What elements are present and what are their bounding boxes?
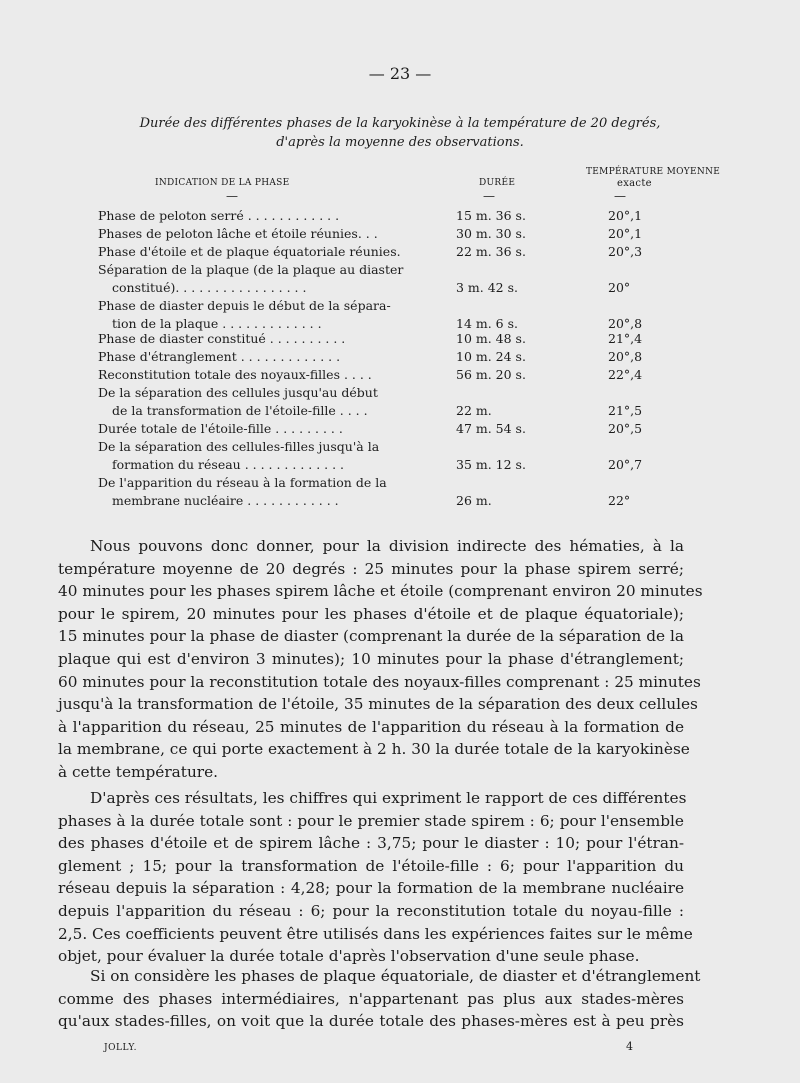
phase-duration: 14 m. 6 s.: [456, 316, 518, 331]
paragraph: [58, 535, 703, 784]
paragraph-line: jusqu'à la transformation de l'étoile, 35 minutes de la séparation des deux cellules: [58, 695, 698, 714]
phase-duration: 10 m. 24 s.: [456, 349, 526, 364]
phase-temperature: 22°: [608, 493, 631, 508]
phase-label: [98, 384, 408, 420]
phase-label-line: membrane nucléaire . . . . . . . . . . . .: [112, 493, 339, 508]
phase-temperature: 20°: [608, 280, 631, 295]
phase-duration: 30 m. 30 s.: [456, 226, 526, 241]
phase-temperature: 20°,1: [608, 226, 643, 241]
phase-label: [98, 420, 408, 438]
phase-duration: 26 m.: [456, 493, 492, 508]
paragraph-line: à l'apparition du réseau, 25 minutes de l'apparition du réseau à la formation de: [58, 717, 684, 736]
paragraph-line: plaque qui est d'environ 3 minutes); 10 minutes pour la phase d'étranglement;: [58, 649, 684, 668]
phase-duration: 15 m. 36 s.: [456, 208, 526, 223]
phase-label-line: De l'apparition du réseau à la formation de la: [98, 475, 387, 490]
phase-temperature: 22°,4: [608, 367, 643, 382]
caption-line-2: d'après la moyenne des observations.: [276, 135, 524, 150]
paragraph-line: Si on considère les phases de plaque équatoriale, de diaster et d'étranglement: [90, 967, 701, 985]
caption-line-1: Durée des différentes phases de la karyokinèse à la température de 20 degrés,: [139, 116, 661, 131]
paragraph-line: réseau depuis la séparation : 4,28; pour la formation de la membrane nucléaire: [58, 879, 684, 898]
phase-label: [98, 474, 408, 510]
phase-label: [98, 348, 408, 366]
phase-label-line: tion de la plaque . . . . . . . . . . . . .: [112, 316, 322, 331]
header-dash: —: [614, 189, 626, 203]
paragraph-line: Nous pouvons donc donner, pour la division indirecte des hématies, à la: [90, 537, 684, 555]
phase-temperature: 21°,4: [608, 331, 643, 346]
phase-duration: 35 m. 12 s.: [456, 457, 526, 472]
footer-signature: JOLLY.: [104, 1043, 138, 1053]
phase-duration: 56 m. 20 s.: [456, 367, 526, 382]
footer-sheet-number: 4: [626, 1040, 633, 1053]
paragraph-line: température moyenne de 20 degrés : 25 minutes pour la phase spirem serré;: [58, 559, 684, 578]
header-temperature-exacte: exacte: [617, 178, 652, 189]
paragraph-line: comme des phases intermédiaires, n'appartenant pas plus aux stades-mères: [58, 989, 684, 1008]
paragraph-line: 40 minutes pour les phases spirem lâche et étoile (comprenant environ 20 minutes: [58, 582, 703, 601]
paragraph-line: glement ; 15; pour la transformation de l'étoile-fille : 6; pour l'apparition du: [58, 856, 684, 875]
phase-label: [98, 225, 408, 243]
phase-label: [98, 297, 408, 333]
phase-temperature: 20°,8: [608, 316, 643, 331]
phase-label: [98, 366, 408, 384]
phase-duration: 47 m. 54 s.: [456, 421, 526, 436]
phase-temperature: 20°,7: [608, 457, 643, 472]
phase-temperature: 20°,5: [608, 421, 643, 436]
phase-label-line: Séparation de la plaque (de la plaque au diaster: [98, 262, 404, 277]
phase-duration: 10 m. 48 s.: [456, 331, 526, 346]
paragraph-line: 2,5. Ces coefficients peuvent être utilisés dans les expériences faites sur le même: [58, 924, 693, 943]
paragraph-line: des phases d'étoile et de spirem lâche : 3,75; pour le diaster : 10; pour l'étran-: [58, 834, 684, 853]
phase-label: [98, 438, 408, 474]
header-temperature: TEMPÉRATURE MOYENNE: [586, 167, 721, 177]
paragraph-line: 60 minutes pour la reconstitution totale des noyaux-filles comprenant : 25 minutes: [58, 672, 701, 691]
phase-label-line: Phase de peloton serré . . . . . . . . . . . .: [98, 208, 340, 223]
paragraph-line: qu'aux stades-filles, on voit que la durée totale des phases-mères est à peu près: [58, 1012, 684, 1031]
paragraph-line: à cette température.: [58, 762, 219, 781]
phase-label-line: Phase d'étranglement . . . . . . . . . . . . .: [98, 349, 341, 364]
phase-temperature: 21°,5: [608, 403, 643, 418]
phase-label-line: De la séparation des cellules jusqu'au début: [98, 385, 378, 400]
phase-label: [98, 261, 408, 297]
paragraph-line: 15 minutes pour la phase de diaster (comprenant la durée de la séparation de la: [58, 627, 684, 646]
phase-label-line: Phase de diaster constitué . . . . . . . . . .: [98, 331, 346, 346]
header-dash: —: [226, 189, 238, 203]
phase-label-line: De la séparation des cellules-filles jusqu'à la: [98, 439, 380, 454]
header-duree: DURÉE: [479, 178, 516, 188]
phase-label: [98, 207, 408, 225]
table-caption: [60, 114, 740, 152]
phase-duration: 22 m. 36 s.: [456, 244, 526, 259]
phase-label-line: Reconstitution totale des noyaux-filles . . . .: [98, 367, 372, 382]
paragraph-line: phases à la durée totale sont : pour le premier stade spirem : 6; pour l'ensemble: [58, 811, 684, 830]
phase-duration: 22 m.: [456, 403, 492, 418]
phase-duration: 3 m. 42 s.: [456, 280, 518, 295]
phase-label-line: Phases de peloton lâche et étoile réunies. . .: [98, 226, 378, 241]
phase-label-line: Phase de diaster depuis le début de la sépara-: [98, 298, 391, 313]
header-indication: INDICATION DE LA PHASE: [155, 178, 290, 188]
phase-label-line: de la transformation de l'étoile-fille . . . .: [112, 403, 368, 418]
phase-label-line: Phase d'étoile et de plaque équatoriale réunies.: [98, 244, 401, 259]
paragraph-line: pour le spirem, 20 minutes pour les phases d'étoile et de plaque équatoriale);: [58, 604, 684, 623]
phase-temperature: 20°,1: [608, 208, 643, 223]
paragraph: [58, 787, 693, 968]
paragraph: [58, 965, 701, 1033]
phase-temperature: 20°,3: [608, 244, 643, 259]
phase-label: [98, 330, 408, 348]
phase-label-line: formation du réseau . . . . . . . . . . . . .: [112, 457, 345, 472]
page-number: — 23 —: [368, 64, 432, 83]
paragraph-line: objet, pour évaluer la durée totale d'après l'observation d'une seule phase.: [58, 947, 640, 966]
paragraph-line: D'après ces résultats, les chiffres qui expriment le rapport de ces différentes: [90, 789, 687, 807]
paragraph-line: la membrane, ce qui porte exactement à 2 h. 30 la durée totale de la karyokinèse: [58, 740, 690, 759]
phase-temperature: 20°,8: [608, 349, 643, 364]
paragraph-line: depuis l'apparition du réseau : 6; pour la reconstitution totale du noyau-fille :: [58, 901, 684, 920]
phase-label: [98, 243, 408, 261]
phase-label-line: Durée totale de l'étoile-fille . . . . . . . . .: [98, 421, 343, 436]
phase-label-line: constitué). . . . . . . . . . . . . . . . .: [112, 280, 307, 295]
header-dash: —: [483, 189, 495, 203]
